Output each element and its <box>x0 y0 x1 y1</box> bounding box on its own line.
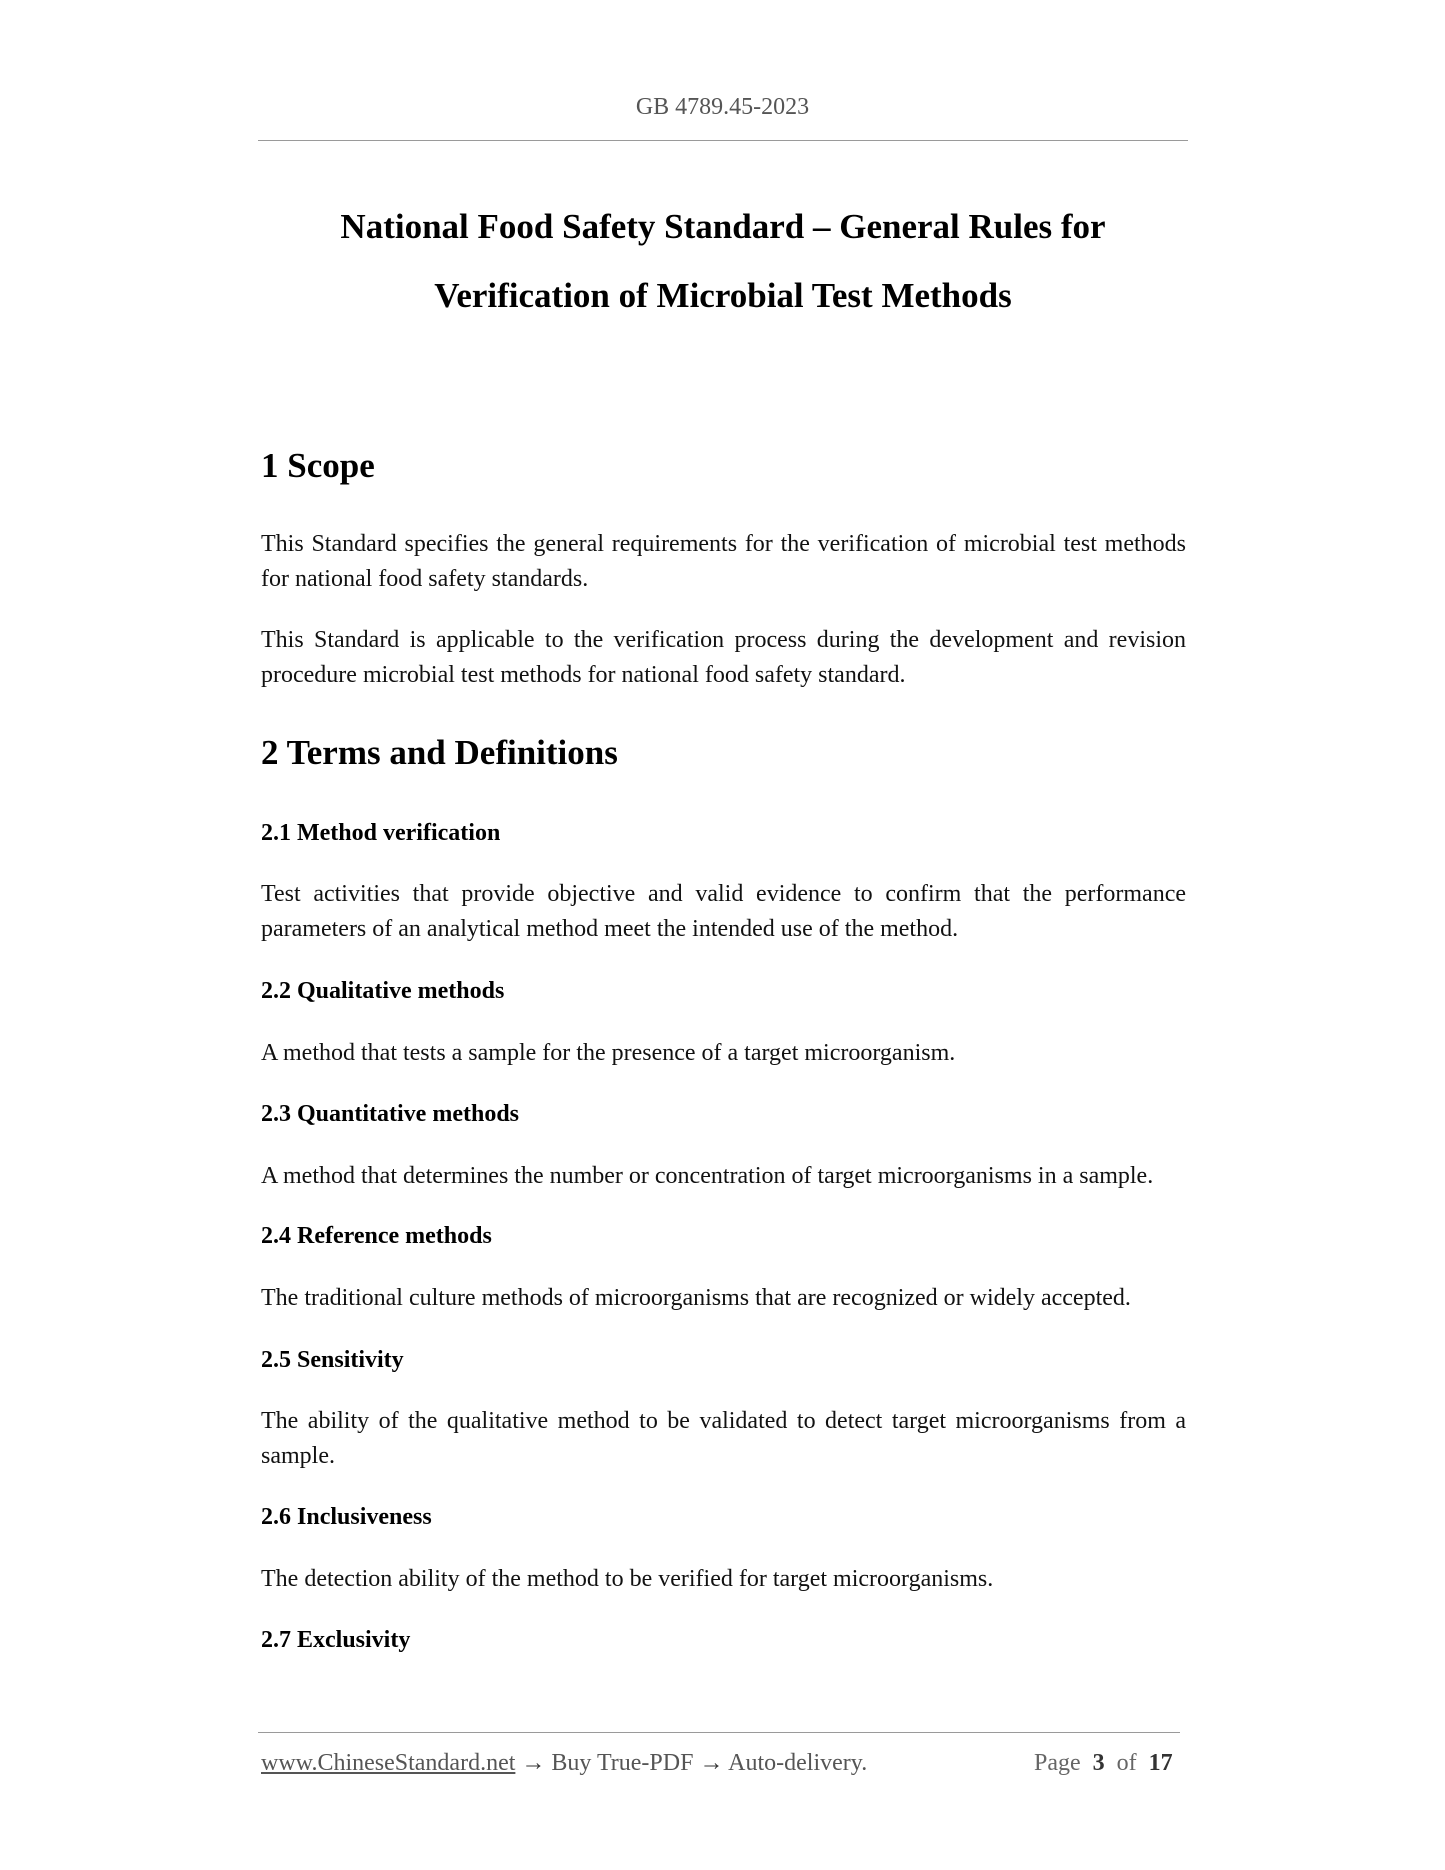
page-of-label: of <box>1116 1750 1137 1776</box>
term-definition-2-4: The traditional culture methods of microorganisms that are recognized or widely accepted. <box>261 1285 1131 1311</box>
term-heading-2-5: 2.5 Sensitivity <box>261 1347 404 1373</box>
scope-paragraph-2: This Standard is applicable to the verification process during the development and revision procedure microbial test methods for national food safety standard. <box>261 627 1186 688</box>
header-divider <box>258 140 1188 141</box>
page-label: Page <box>1034 1750 1081 1776</box>
page-current: 3 <box>1092 1750 1105 1776</box>
term-definition-2-5: The ability of the qualitative method to be validated to detect target microorganisms from a sample. <box>261 1408 1186 1469</box>
term-heading-2-3: 2.3 Quantitative methods <box>261 1101 519 1127</box>
arrow-right-icon: → <box>521 1750 546 1776</box>
term-heading-2-4: 2.4 Reference methods <box>261 1223 492 1249</box>
section-heading-terms: 2 Terms and Definitions <box>261 733 618 772</box>
scope-paragraph-1: This Standard specifies the general requirements for the verification of microbial test methods for national food safety standards. <box>261 531 1186 592</box>
term-heading-2-7: 2.7 Exclusivity <box>261 1627 411 1653</box>
document-title-line-1: National Food Safety Standard – General Rules for <box>340 207 1106 246</box>
page-total: 17 <box>1148 1750 1173 1776</box>
footer-buy-text: Buy True-PDF <box>551 1750 694 1776</box>
footer-delivery-text: Auto-delivery. <box>728 1750 868 1776</box>
term-heading-2-6: 2.6 Inclusiveness <box>261 1504 432 1530</box>
term-definition-2-3: A method that determines the number or concentration of target microorganisms in a sample. <box>261 1163 1154 1189</box>
term-heading-2-2: 2.2 Qualitative methods <box>261 978 505 1004</box>
header-doc-code: GB 4789.45-2023 <box>635 94 810 120</box>
term-heading-2-1: 2.1 Method verification <box>261 820 501 846</box>
term-definition-2-1: Test activities that provide objective and valid evidence to confirm that the performance parameters of an analytical method meet the intended use of the method. <box>261 881 1186 942</box>
document-title <box>258 192 1188 330</box>
arrow-right-icon: → <box>699 1750 724 1776</box>
footer-promo <box>261 1750 867 1777</box>
term-definition-2-2: A method that tests a sample for the presence of a target microorganism. <box>261 1040 956 1066</box>
term-definition-2-6: The detection ability of the method to be verified for target microorganisms. <box>261 1566 994 1592</box>
document-title-line-2: Verification of Microbial Test Methods <box>434 276 1012 315</box>
footer-website-link[interactable]: www.ChineseStandard.net <box>261 1750 516 1776</box>
footer-divider <box>258 1732 1180 1733</box>
section-heading-scope: 1 Scope <box>261 446 375 485</box>
page-number <box>1034 1750 1173 1777</box>
